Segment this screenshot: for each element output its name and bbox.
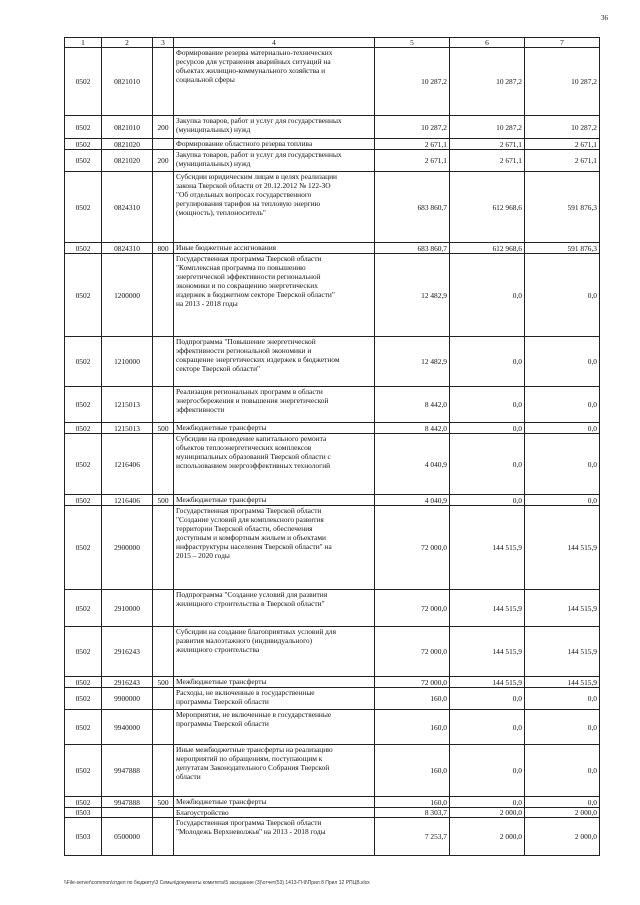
amount-year1-cell: 72 000,0 <box>375 506 450 590</box>
amount-year3-cell: 0,0 <box>525 688 600 710</box>
target-code-cell: 2916243 <box>102 677 153 688</box>
expense-type-cell <box>153 745 174 797</box>
table-row <box>65 243 600 254</box>
amount-year2-cell: 0,0 <box>450 688 525 710</box>
target-code-cell: 0821020 <box>102 139 153 150</box>
description-cell: Подпрограмма "Создание условий для развития жилищного строительства в Тверской области" <box>174 590 375 627</box>
expense-type-cell <box>153 688 174 710</box>
amount-year2-cell: 2 000,0 <box>450 818 525 856</box>
expense-type-cell: 500 <box>153 423 174 434</box>
description-cell: Государственная программа Тверской области "Молодежь Верхневолжья" на 2013 - 2018 годы <box>174 818 375 856</box>
table-row <box>65 506 600 590</box>
expense-type-cell: 500 <box>153 677 174 688</box>
amount-year1-cell: 683 860,7 <box>375 243 450 254</box>
table-row <box>65 797 600 808</box>
expense-type-cell <box>153 590 174 627</box>
amount-year1-cell: 12 482,9 <box>375 254 450 337</box>
table-row <box>65 150 600 172</box>
table-row <box>65 590 600 627</box>
target-code-cell: 1215013 <box>102 423 153 434</box>
table-row <box>65 818 600 856</box>
amount-year3-cell: 0,0 <box>525 434 600 495</box>
target-code-cell: 2910000 <box>102 590 153 627</box>
amount-year2-cell: 0,0 <box>450 337 525 387</box>
description-cell: Государственная программа Тверской области "Комплексная программа по повышению энергетической эффективности региональной экономики и по сокращению энергетических издержек в бюджетном секторе Тверской области" на 2013 - 2018 годы <box>174 254 375 337</box>
table-row <box>65 627 600 677</box>
page-number: 36 <box>601 14 608 22</box>
amount-year2-cell: 144 515,9 <box>450 627 525 677</box>
table-row <box>65 139 600 150</box>
header-cell: 6 <box>450 38 525 48</box>
section-code-cell: 0502 <box>65 495 102 506</box>
amount-year2-cell: 0,0 <box>450 495 525 506</box>
target-code-cell: 0821020 <box>102 150 153 172</box>
amount-year3-cell: 591 876,3 <box>525 172 600 243</box>
amount-year3-cell: 2 000,0 <box>525 808 600 818</box>
section-code-cell: 0502 <box>65 48 102 116</box>
amount-year3-cell: 0,0 <box>525 745 600 797</box>
section-code-cell: 0502 <box>65 116 102 139</box>
amount-year3-cell: 2 671,1 <box>525 150 600 172</box>
amount-year3-cell: 591 876,3 <box>525 243 600 254</box>
amount-year2-cell: 2 000,0 <box>450 808 525 818</box>
target-code-cell: 1216406 <box>102 495 153 506</box>
expense-type-cell: 500 <box>153 797 174 808</box>
section-code-cell: 0502 <box>65 150 102 172</box>
expense-type-cell <box>153 337 174 387</box>
expense-type-cell <box>153 387 174 423</box>
header-cell: 1 <box>65 38 102 48</box>
section-code-cell: 0503 <box>65 818 102 856</box>
amount-year3-cell: 0,0 <box>525 710 600 745</box>
amount-year3-cell: 144 515,9 <box>525 627 600 677</box>
table-row <box>65 808 600 818</box>
table-row <box>65 337 600 387</box>
amount-year2-cell: 144 515,9 <box>450 506 525 590</box>
section-code-cell: 0502 <box>65 387 102 423</box>
amount-year2-cell: 144 515,9 <box>450 677 525 688</box>
table-row <box>65 677 600 688</box>
amount-year2-cell: 0,0 <box>450 254 525 337</box>
section-code-cell: 0502 <box>65 172 102 243</box>
amount-year1-cell: 72 000,0 <box>375 677 450 688</box>
description-cell: Иные бюджетные ассигнования <box>174 243 375 254</box>
budget-table <box>64 37 600 856</box>
table-row <box>65 710 600 745</box>
table-row <box>65 254 600 337</box>
amount-year3-cell: 0,0 <box>525 423 600 434</box>
section-code-cell: 0502 <box>65 688 102 710</box>
description-cell: Государственная программа Тверской области "Создание условий для комплексного развития территории Тверской области, обеспечения доступным и комфортным жильем и объектами инфраструктуры населения Тверской области" на 2015 – 2020 годы <box>174 506 375 590</box>
section-code-cell: 0503 <box>65 808 102 818</box>
amount-year2-cell: 2 671,1 <box>450 150 525 172</box>
amount-year1-cell: 7 253,7 <box>375 818 450 856</box>
table-row <box>65 387 600 423</box>
expense-type-cell <box>153 627 174 677</box>
amount-year3-cell: 2 000,0 <box>525 818 600 856</box>
table-row <box>65 116 600 139</box>
expense-type-cell <box>153 48 174 116</box>
expense-type-cell <box>153 434 174 495</box>
target-code-cell: 1215013 <box>102 387 153 423</box>
target-code-cell: 1200000 <box>102 254 153 337</box>
target-code-cell: 0824310 <box>102 243 153 254</box>
section-code-cell: 0502 <box>65 506 102 590</box>
description-cell: Межбюджетные трансферты <box>174 797 375 808</box>
section-code-cell: 0502 <box>65 710 102 745</box>
amount-year3-cell: 144 515,9 <box>525 590 600 627</box>
amount-year2-cell: 0,0 <box>450 797 525 808</box>
amount-year3-cell: 144 515,9 <box>525 506 600 590</box>
description-cell: Формирование областного резерва топлива <box>174 139 375 150</box>
section-code-cell: 0502 <box>65 139 102 150</box>
table-row <box>65 423 600 434</box>
header-cell: 7 <box>525 38 600 48</box>
description-cell: Субсидии юридическим лицам в целях реализации закона Тверской области от 20.12.2012 № 122-ЗО "Об отдельных вопросах государственного регулирования тарифов на тепловую энергию (мощность), теплоноситель" <box>174 172 375 243</box>
table-row <box>65 688 600 710</box>
description-cell: Закупка товаров, работ и услуг для государственных (муниципальных) нужд <box>174 116 375 139</box>
section-code-cell: 0502 <box>65 677 102 688</box>
section-code-cell: 0502 <box>65 243 102 254</box>
target-code-cell <box>102 808 153 818</box>
expense-type-cell <box>153 808 174 818</box>
target-code-cell: 9947888 <box>102 797 153 808</box>
description-cell: Субсидии на создание благоприятных условий для развития малоэтажного (индивидуального) жилищного строительства <box>174 627 375 677</box>
amount-year2-cell: 10 287,2 <box>450 48 525 116</box>
header-cell: 3 <box>153 38 174 48</box>
amount-year1-cell: 4 040,9 <box>375 495 450 506</box>
description-cell: Межбюджетные трансферты <box>174 677 375 688</box>
table-row <box>65 745 600 797</box>
amount-year3-cell: 10 287,2 <box>525 48 600 116</box>
expense-type-cell: 200 <box>153 116 174 139</box>
amount-year1-cell: 683 860,7 <box>375 172 450 243</box>
description-cell: Межбюджетные трансферты <box>174 423 375 434</box>
amount-year2-cell: 2 671,1 <box>450 139 525 150</box>
amount-year1-cell: 72 000,0 <box>375 627 450 677</box>
amount-year3-cell: 0,0 <box>525 254 600 337</box>
amount-year1-cell: 160,0 <box>375 710 450 745</box>
target-code-cell: 0821010 <box>102 48 153 116</box>
amount-year1-cell: 160,0 <box>375 797 450 808</box>
table-row <box>65 434 600 495</box>
amount-year1-cell: 160,0 <box>375 745 450 797</box>
expense-type-cell <box>153 139 174 150</box>
amount-year2-cell: 612 968,6 <box>450 243 525 254</box>
description-cell: Благоустройство <box>174 808 375 818</box>
file-path-footer: \\File-server\common\отдел по бюджету\3 Семья\документы комитета\5 заседание (3)\отчет(53) 1413-П-9\Прил 8 Прил 12 РПЦВ.xlsx <box>64 880 370 886</box>
target-code-cell: 0824310 <box>102 172 153 243</box>
description-cell: Закупка товаров, работ и услуг для государственных (муниципальных) нужд <box>174 150 375 172</box>
amount-year1-cell: 12 482,9 <box>375 337 450 387</box>
header-row <box>65 38 600 48</box>
amount-year3-cell: 0,0 <box>525 387 600 423</box>
target-code-cell: 9900000 <box>102 688 153 710</box>
description-cell: Подпрограмма "Повышение энергетической эффективности региональной экономики и сокращение энергетических издержек в бюджетном секторе Тверской области" <box>174 337 375 387</box>
amount-year1-cell: 8 442,0 <box>375 423 450 434</box>
amount-year1-cell: 72 000,0 <box>375 590 450 627</box>
section-code-cell: 0502 <box>65 434 102 495</box>
header-cell: 4 <box>174 38 375 48</box>
target-code-cell: 1210000 <box>102 337 153 387</box>
expense-type-cell <box>153 254 174 337</box>
description-cell: Субсидии на проведение капитального ремонта объектов теплоэнергетических комплексов муниципальных образований Тверской области с использованием энергоэффективных технологий <box>174 434 375 495</box>
amount-year2-cell: 144 515,9 <box>450 590 525 627</box>
description-cell: Формирование резерва материально-технических ресурсов для устранения аварийных ситуаций на объектах жилищно-коммунального хозяйства и социальной сферы <box>174 48 375 116</box>
section-code-cell: 0502 <box>65 254 102 337</box>
amount-year3-cell: 0,0 <box>525 337 600 387</box>
description-cell: Реализация региональных программ в области энергосбережения и повышения энергетической эффективности <box>174 387 375 423</box>
expense-type-cell <box>153 506 174 590</box>
section-code-cell: 0502 <box>65 745 102 797</box>
amount-year3-cell: 144 515,9 <box>525 677 600 688</box>
amount-year2-cell: 0,0 <box>450 434 525 495</box>
amount-year1-cell: 10 287,2 <box>375 48 450 116</box>
expense-type-cell: 500 <box>153 495 174 506</box>
target-code-cell: 0500000 <box>102 818 153 856</box>
header-cell: 5 <box>375 38 450 48</box>
section-code-cell: 0502 <box>65 423 102 434</box>
amount-year3-cell: 0,0 <box>525 797 600 808</box>
amount-year2-cell: 0,0 <box>450 387 525 423</box>
target-code-cell: 9947888 <box>102 745 153 797</box>
expense-type-cell: 800 <box>153 243 174 254</box>
amount-year2-cell: 612 968,6 <box>450 172 525 243</box>
amount-year2-cell: 0,0 <box>450 710 525 745</box>
section-code-cell: 0502 <box>65 337 102 387</box>
table-row <box>65 495 600 506</box>
amount-year1-cell: 2 671,1 <box>375 139 450 150</box>
table-row <box>65 48 600 116</box>
section-code-cell: 0502 <box>65 590 102 627</box>
amount-year3-cell: 10 287,2 <box>525 116 600 139</box>
section-code-cell: 0502 <box>65 627 102 677</box>
amount-year2-cell: 10 287,2 <box>450 116 525 139</box>
header-cell: 2 <box>102 38 153 48</box>
amount-year1-cell: 2 671,1 <box>375 150 450 172</box>
target-code-cell: 2900000 <box>102 506 153 590</box>
table-row <box>65 172 600 243</box>
amount-year1-cell: 10 287,2 <box>375 116 450 139</box>
target-code-cell: 9940000 <box>102 710 153 745</box>
expense-type-cell: 200 <box>153 150 174 172</box>
amount-year1-cell: 8 303,7 <box>375 808 450 818</box>
section-code-cell: 0502 <box>65 797 102 808</box>
description-cell: Иные межбюджетные трансферты на реализацию мероприятий по обращениям, поступающим к депутатам Законодательного Собрания Тверской области <box>174 745 375 797</box>
amount-year3-cell: 2 671,1 <box>525 139 600 150</box>
expense-type-cell <box>153 172 174 243</box>
amount-year3-cell: 0,0 <box>525 495 600 506</box>
amount-year1-cell: 4 040,9 <box>375 434 450 495</box>
amount-year2-cell: 0,0 <box>450 423 525 434</box>
target-code-cell: 2916243 <box>102 627 153 677</box>
amount-year1-cell: 160,0 <box>375 688 450 710</box>
amount-year1-cell: 8 442,0 <box>375 387 450 423</box>
expense-type-cell <box>153 818 174 856</box>
description-cell: Межбюджетные трансферты <box>174 495 375 506</box>
expense-type-cell <box>153 710 174 745</box>
description-cell: Расходы, не включенные в государственные программы Тверской области <box>174 688 375 710</box>
amount-year2-cell: 0,0 <box>450 745 525 797</box>
description-cell: Мероприятия, не включенные в государственные программы Тверской области <box>174 710 375 745</box>
table-body <box>65 48 600 856</box>
target-code-cell: 0821010 <box>102 116 153 139</box>
target-code-cell: 1216406 <box>102 434 153 495</box>
